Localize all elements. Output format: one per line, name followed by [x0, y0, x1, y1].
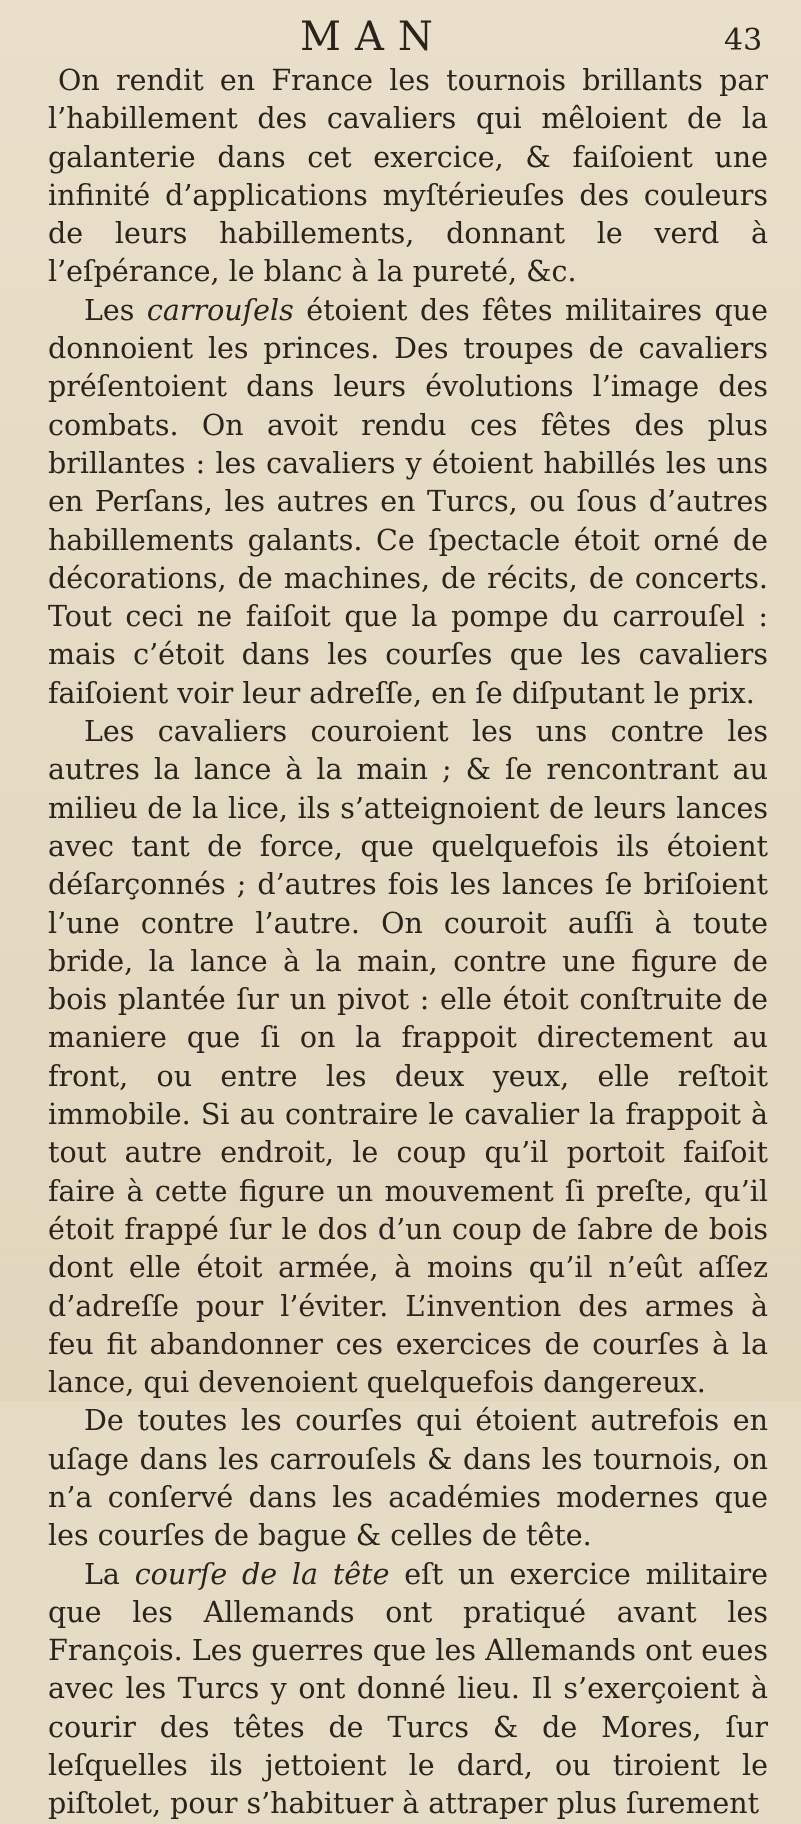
- paragraph-carrousels: [48, 292, 768, 713]
- italic-term: courſe de la tête: [134, 1557, 390, 1591]
- paragraph-text: Les cavaliers couroient les uns contre les autres la lance à la main ; & ſe rencontrant au milieu de la lice, ils s’atteignoient de leurs lances avec tant de force, que quelquefois ils étoient déſarçonnés ; d’autres fois les lances ſe briſoient l’une contre l’autre. On couroit auſſi à toute bride, la lance à la main, contre une figure de bois plantée ſur un pivot : elle étoit conſtruite de maniere que ſi on la frappoit directement au front, ou entre les deux yeux, elle reſtoit immobile. Si au contraire le cavalier la frappoit à tout autre endroit, le coup qu’il portoit faiſoit faire à cette figure un mouvement ſi preſte, qu’il étoit frappé ſur le dos d’un coup de ſabre de bois dont elle étoit armée, à moins qu’il n’eût aſſez d’adreſſe pour l’éviter. L’invention des armes à feu fit abandonner ces exercices de courſes à la lance, qui devenoient quelquefois dangereux.: [48, 715, 768, 1400]
- paragraph-tournois: [48, 62, 768, 292]
- italic-term: carrouſels: [146, 293, 294, 327]
- paragraph-text: On rendit en France les tournois brillants par l’habillement des cavaliers qui mêloient de la galanterie dans cet exercice, & faiſoient une infinité d’applications myſtérieuſes des couleurs de leurs habillements, donnant le verd à l’eſpérance, le blanc à la pureté, &c.: [48, 64, 768, 289]
- paragraph-lead: La: [84, 1557, 135, 1591]
- paragraph-text: De toutes les courſes qui étoient autrefois en uſage dans les carrouſels & dans les tournois, on n’a conſervé dans les académies modernes que les courſes de bague & celles de tête.: [48, 1404, 768, 1553]
- running-title: MAN: [300, 14, 447, 60]
- body-text: [48, 62, 768, 1824]
- page-header: [0, 14, 801, 60]
- page-number: 43: [724, 23, 763, 58]
- paragraph-text: eſt un exercice militaire que les Allemands ont pratiqué avant les François. Les guerres que les Allemands ont eues avec les Turcs y ont donné lieu. Il s’exerçoient à courir des têtes de Turcs & de Mores, ſur leſquelles ils jettoient le dard, ou tiroient le piſtolet, pour s’habituer à attraper plus ſurement: [48, 1557, 768, 1821]
- paragraph-lead: Les: [84, 293, 147, 327]
- paragraph-courses: [48, 1402, 768, 1555]
- paragraph-text: étoient des fêtes militaires que donnoient les princes. Des troupes de cavaliers préſentoient dans leurs évolutions l’image des combats. On avoit rendu ces fêtes des plus brillantes : les cavaliers y étoient habillés les uns en Perſans, les autres en Turcs, ou ſous d’autres habillements galants. Ce ſpectacle étoit orné de décorations, de machines, de récits, de concerts. Tout ceci ne faiſoit que la pompe du carrouſel : mais c’étoit dans les courſes que les cavaliers faiſoient voir leur adreſſe, en ſe diſputant le prix.: [48, 293, 768, 710]
- paragraph-course-tete: [48, 1556, 768, 1824]
- paragraph-lances: [48, 713, 768, 1402]
